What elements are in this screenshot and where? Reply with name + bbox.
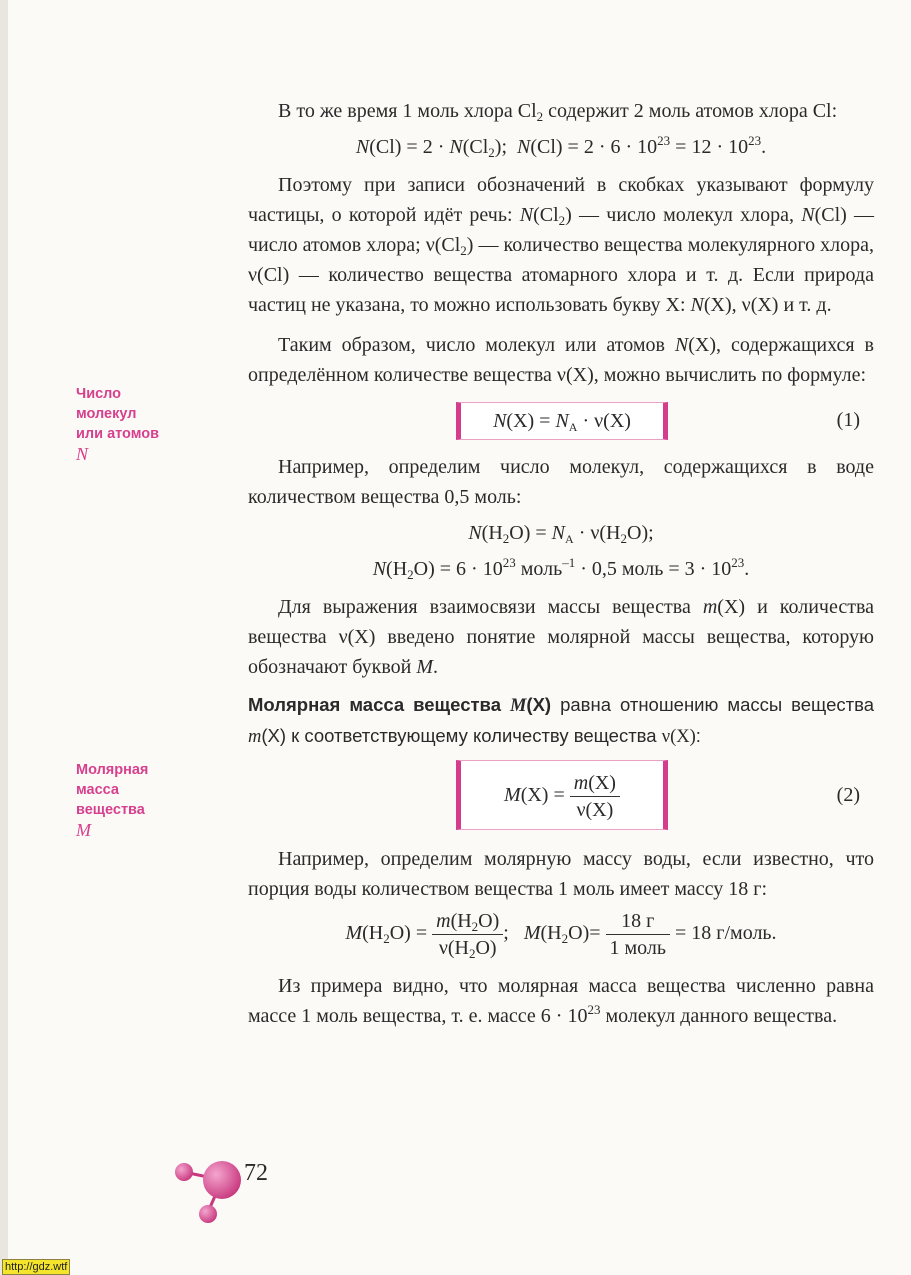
paragraph-notation: Поэтому при записи обозначений в скобках указывают формулу частицы, о которой идёт речь: $N(Cl_2)$ — число молекул хлора, N(Cl) — число атомов хлора; $\nu(Cl_2)$ — количество вещества молекулярного хлора, ν(Cl) — количество вещества атомарного хлора и т. д. Если природа частиц не указана, то можно использовать букву X: N(X), ν(X) и т. д. [248, 174, 875, 316]
formula-water-1: $N(H_2O) = N_A \cdot \nu(H_2O)$; [468, 522, 654, 546]
margin-note-molar-mass: Молярная масса вещества M [76, 762, 149, 840]
paragraph-water-molar: Например, определим молярную массу воды, если известно, что порция воды количеством вещества 1 моль имеет массу 18 г: [248, 848, 874, 900]
paragraph-molar-intro: Для выражения взаимосвязи массы вещества m(X) и количества вещества ν(X) введено понятие молярной массы вещества, которую обозначают буквой M. [248, 596, 875, 678]
formula-1-number: (1) [836, 409, 860, 431]
formula-1-line [248, 402, 874, 452]
margin-note-number: Число молекул или атомов N [76, 386, 160, 464]
formula-water-molar: $M(H_2O)$ = $\frac{m(H_2O)}{\nu(H_2O)}$ ; $M(H_2O)=$ $\frac{18 г}{\text{1 моль}}$ = 18 г/моль. [345, 910, 777, 961]
paragraph-number-intro: Таким образом, число молекул или атомов N(X), содержащихся в определённом количестве вещества ν(X), можно вычислить по формуле: [248, 334, 874, 386]
definition-molar-mass: Молярная масса вещества M(X) равна отношению массы вещества m(X) к соответствующему количеству вещества ν(X): [248, 694, 874, 747]
formula-water-2: $N(H_2O) = 6 \cdot 10^{23}$ моль$^{-1}$ · 0,5 моль = $3 \cdot 10^{23}$. [372, 555, 750, 582]
main-text [248, 96, 874, 1031]
formula-2-line [248, 760, 874, 844]
formula-1-box: $N(X) = N_A \cdot \nu(X)$ [456, 402, 668, 440]
watermark-link[interactable]: http://gdz.wtf [2, 1259, 70, 1275]
paragraph-chlorine: В то же время 1 моль хлора $Cl_2$ содержит 2 моль атомов хлора Cl: [278, 100, 838, 124]
paragraph-conclusion: Из примера видно, что молярная масса вещества численно равна массе 1 моль вещества, т. е. массе $6 \cdot 10^{23}$ молекул данного вещества. [248, 975, 874, 1027]
molecule-decoration-icon [168, 1152, 248, 1228]
page-number: 72 [244, 1160, 268, 1186]
formula-2-box: M(X) = $\frac{m(X)}{\nu(X)}$ [456, 760, 668, 830]
formula-2-number: (2) [836, 784, 860, 806]
paragraph-water-example: Например, определим число молекул, содержащихся в воде количеством вещества 0,5 моль: [248, 456, 874, 508]
page-edge [0, 0, 8, 1275]
formula-chlorine: $N(Cl) = 2 \cdot N(Cl_2)$; $N(Cl) = 2 \cdot 6 \cdot 10^{23} = 12 \cdot 10^{23}$. [355, 133, 767, 160]
